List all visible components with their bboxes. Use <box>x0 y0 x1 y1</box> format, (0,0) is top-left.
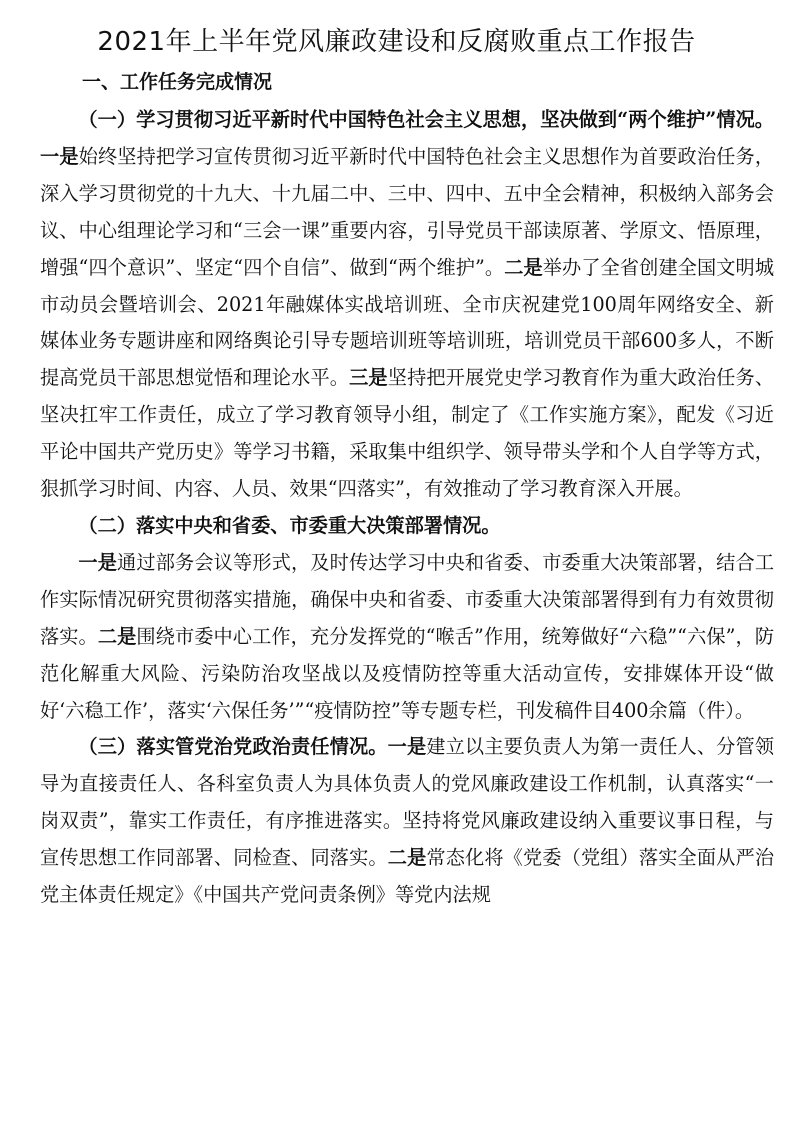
paragraph-2 <box>40 508 774 545</box>
point-marker: 一是 <box>40 144 79 168</box>
point-marker: 一是 <box>387 735 427 759</box>
paragraph-text: 常态化将《党委（党组）落实全面从严治党主体责任规定》《中国共产党问责条例》等党内法规 <box>40 846 775 907</box>
subsection-heading-3: （三）落实管党治党政治责任情况。 <box>78 735 388 759</box>
paragraph-text: 通过部务会议等形式，及时传达学习中央和省委、市委重大决策部署，结合工作实际情况研究贯彻落实措施，确保中央和省委、市委重大决策部署得到有力有效贯彻落实。 <box>40 550 775 648</box>
paragraph-3 <box>40 545 774 730</box>
point-marker: 一是 <box>78 550 118 574</box>
paragraph-1 <box>40 102 774 508</box>
section-heading-1: 一、工作任务完成情况 <box>82 71 273 93</box>
point-marker: 二是 <box>97 624 137 648</box>
paragraph-text: 举办了全省创建全国文明城市动员会暨培训会、2021年融媒体实战培训班、全市庆祝建党100周年网络安全、新媒体业务专题讲座和网络舆论引导专题培训班等培训班，培训党员干部600多人，不断提高党员干部思想觉悟和理论水平。 <box>40 255 775 390</box>
subsection-heading-1: （一）学习贯彻习近平新时代中国特色社会主义思想，坚决做到“两个维护”情况。 <box>78 108 774 131</box>
point-marker: 二是 <box>504 255 543 279</box>
paragraph-text: 坚持把开展党史学习教育作为重大政治任务、坚决扛牢工作责任，成立了学习教育领导小组，制定了《工作实施方案》，配发《习近平论中国共产党历史》等学习书籍，采取集中组织学、领导带头学和个人自学等方式，狠抓学习时间、内容、人员、效果“四落实”，有效推动了学习教育深入开展。 <box>40 366 775 501</box>
report-body <box>40 102 774 914</box>
paragraph-text: 始终坚持把学习宣传贯彻习近平新时代中国特色社会主义思想作为首要政治任务，深入学习贯彻党的十九大、十九届二中、三中、四中、五中全会精神，积极纳入部务会议、中心组理论学习和“三会一课”重要内容，引导党员干部读原著、学原文、悟原理，增强“四个意识”、坚定“四个自信”、做到“两个维护”。 <box>40 144 775 279</box>
point-marker: 三是 <box>349 366 388 390</box>
paragraph-4 <box>40 729 774 914</box>
paragraph-text: 围绕市委中心工作，充分发挥党的“喉舌”作用，统筹做好“六稳”“六保”，防范化解重大风险、污染防治攻坚战以及疫情防控等重大活动宣传，安排媒体开设“做好‘六稳工作’，落实‘六保任务’”“疫情防控”等专题专栏，刊发稿件目400余篇（件）。 <box>40 624 775 722</box>
paragraph-text: 建立以主要负责人为第一责任人、分管领导为直接责任人、各科室负责人为具体负责人的党风廉政建设工作机制，认真落实“一岗双责”，靠实工作责任，有序推进落实。坚持将党风廉政建设纳入重要议事日程，与宣传思想工作同部署、同检查、同落实。 <box>40 735 775 870</box>
report-title: 2021年上半年党风廉政建设和反腐败重点工作报告 <box>97 27 696 57</box>
subsection-heading-2: （二）落实中央和省委、市委重大决策部署情况。 <box>78 513 501 537</box>
point-marker: 二是 <box>387 846 427 870</box>
